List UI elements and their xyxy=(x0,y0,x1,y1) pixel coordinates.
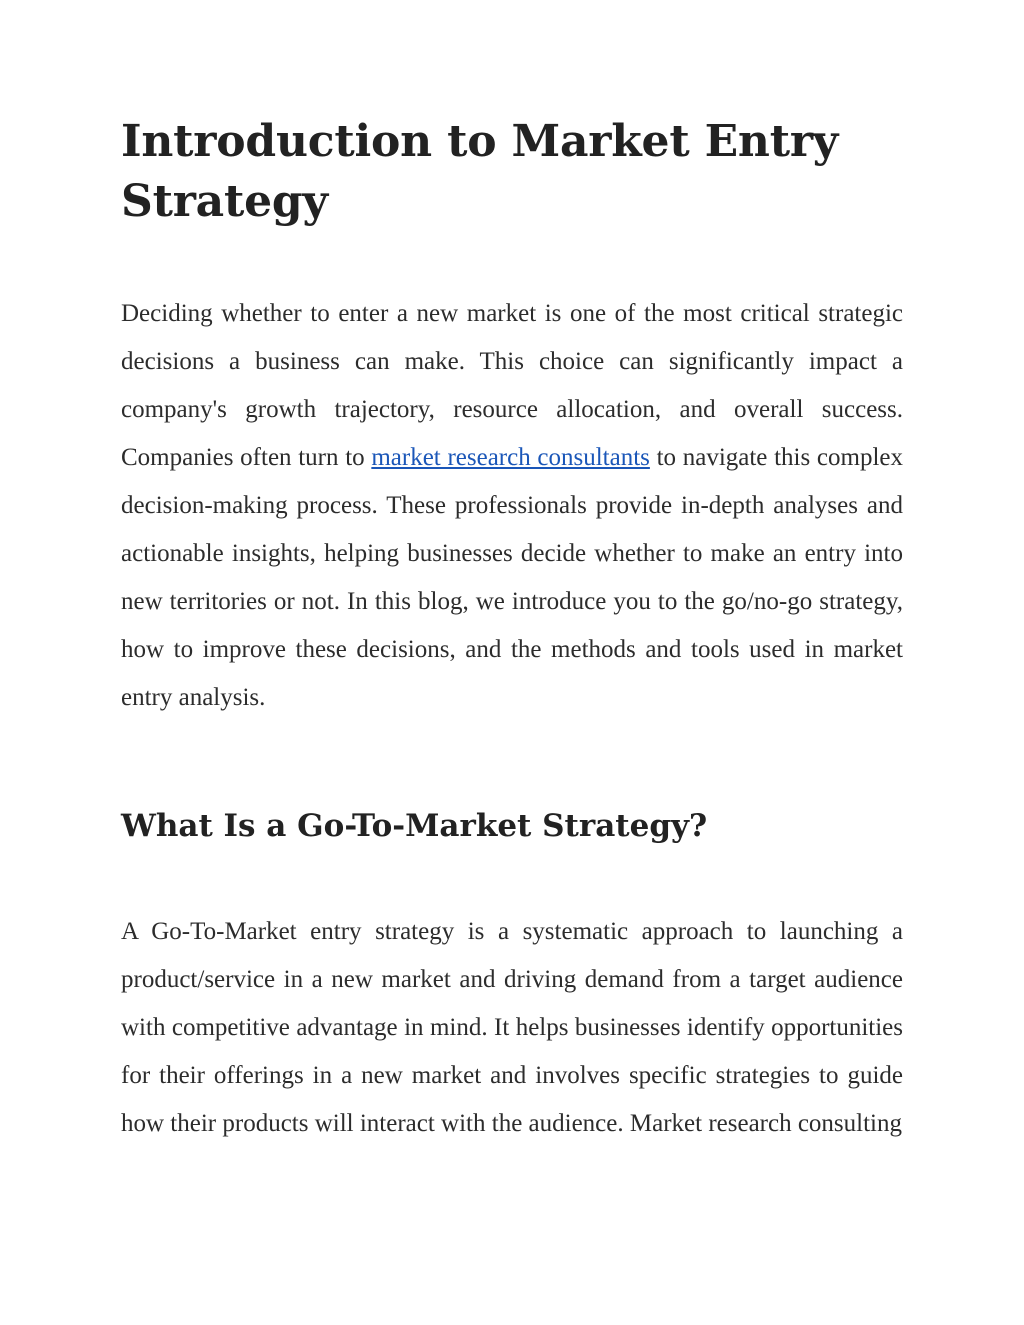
section-heading: What Is a Go-To-Market Strategy? xyxy=(121,808,708,844)
intro-paragraph xyxy=(121,290,903,722)
market-research-consultants-link[interactable]: market research consultants xyxy=(371,444,650,471)
intro-text-after-link: to navigate this complex decision-making process. These professionals provide in-depth analyses and actionable insights, helping businesses decide whether to make an entry into new territories or not. In this blog, we introduce you to the go/no-go strategy, how to improve these decisions, and the methods and tools used in market entry analysis. xyxy=(121,444,903,711)
section-paragraph: A Go-To-Market entry strategy is a systematic approach to launching a product/service in a new market and driving demand from a target audience with competitive advantage in mind. It helps businesses identify opportunities for their offerings in a new market and involves specific strategies to guide how their products will interact with the audience. Market research consulting xyxy=(121,918,903,1137)
intro-text-before-link: Deciding whether to enter a new market is one of the most critical strategic decisions a business can make. This choice can significantly impact a company's growth trajectory, resource allocation, and overall success. Companies often turn to xyxy=(121,300,903,471)
page-title: Introduction to Market Entry Strategy xyxy=(121,116,839,227)
document-page xyxy=(121,112,903,1148)
